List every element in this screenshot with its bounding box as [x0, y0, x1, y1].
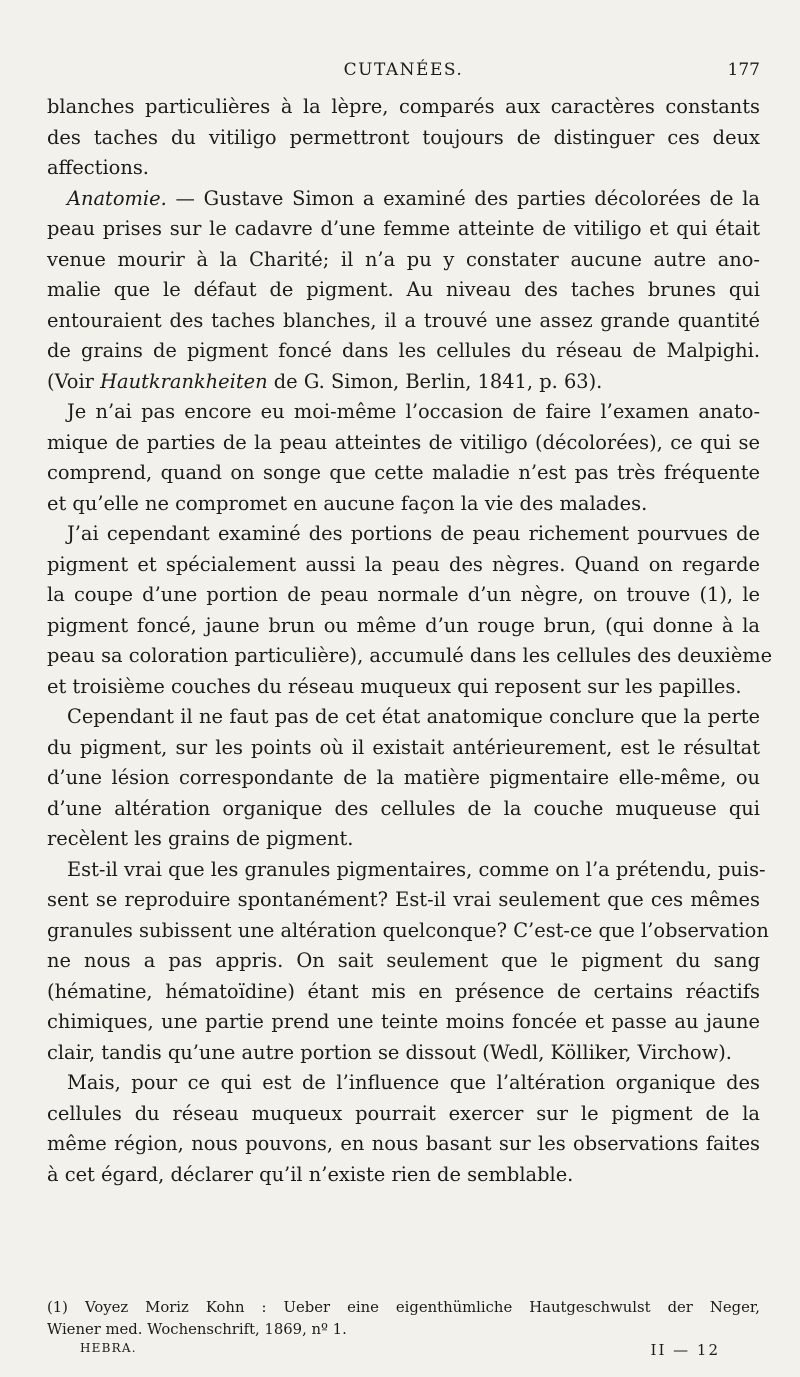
- running-title: CUTANÉES.: [343, 60, 464, 80]
- text-fragment: d’une altération organique des cellules de la couche muqueuse qui: [47, 796, 760, 820]
- text-line: [47, 580, 760, 611]
- text-fragment: des taches du vitiligo permettront toujours de distinguer ces deux: [47, 125, 760, 149]
- text-fragment: J’ai cependant examiné des portions de peau richement pourvues de: [67, 522, 760, 545]
- text-fragment: chimiques, une partie prend une teinte moins foncée et passe au jaune: [47, 1010, 760, 1033]
- body-text: [47, 92, 773, 1190]
- text-fragment: peau sa coloration particulière), accumulé dans les cellules des deuxième: [47, 644, 773, 667]
- page-number: 177: [727, 60, 760, 80]
- text-fragment: blanches particulières à la lèpre, comparés aux caractères constants: [47, 95, 760, 118]
- text-fragment: la coupe d’une portion de peau normale d’un nègre, on trouve (1), le: [47, 583, 760, 606]
- text-fragment: d’une lésion correspondante de la matière pigmentaire elle-même, ou: [47, 766, 760, 789]
- signature-mark: HEBRA.: [80, 1341, 137, 1355]
- text-fragment: pigment foncé, jaune brun ou même d’un rouge brun, (qui donne à la: [47, 613, 760, 637]
- text-line: [47, 885, 760, 916]
- page-footer: [80, 1341, 720, 1361]
- text-fragment: granules subissent une altération quelconque? C’est-ce que l’observation: [47, 918, 769, 942]
- text-fragment: affections.: [47, 156, 149, 179]
- text-fragment: Est-il vrai que les granules pigmentaires, comme on l’a prétendu, puis-: [67, 857, 766, 881]
- text-line: [47, 123, 760, 154]
- text-fragment: Mais, pour ce qui est de l’influence que l’altération organique des: [67, 1071, 760, 1094]
- text-fragment: clair, tandis qu’une autre portion se dissout (Wedl, Kölliker, Virchow).: [47, 1040, 732, 1064]
- text-fragment: venue mourir à la Charité; il n’a pu y constater aucune autre ano-: [47, 247, 760, 271]
- footnote-line: (1) Voyez Moriz Kohn : Ueber eine eigenthümliche Hautgeschwulst der Neger,: [47, 1299, 760, 1316]
- text-line: [47, 1007, 760, 1038]
- text-line: [47, 702, 760, 733]
- text-fragment: recèlent les grains de pigment.: [47, 827, 354, 850]
- text-fragment: comprend, quand on songe que cette maladie n’est pas très fréquente: [47, 461, 760, 484]
- text-fragment: — Gustave Simon a examiné des parties décolorées de la: [166, 186, 760, 210]
- text-line: [47, 214, 760, 245]
- text-line: [47, 672, 760, 703]
- text-line: [47, 794, 760, 825]
- text-line: [47, 92, 760, 123]
- running-header: [47, 60, 760, 86]
- text-line: [47, 275, 760, 306]
- text-line: [47, 1038, 760, 1069]
- text-line: [47, 855, 766, 886]
- text-line: [47, 489, 760, 520]
- text-line: [47, 367, 760, 398]
- text-fragment: de grains de pigment foncé dans les cellules du réseau de Malpighi.: [47, 339, 760, 362]
- text-fragment: Je n’ai pas encore eu moi-même l’occasion de faire l’examen anato-: [67, 400, 760, 423]
- text-fragment: (hématine, hématoïdine) étant mis en présence de certains réactifs: [47, 979, 760, 1003]
- text-fragment: ne nous a pas appris. On sait seulement que le pigment du sang: [47, 949, 760, 972]
- text-fragment: entouraient des taches blanches, il a trouvé une assez grande quantité: [47, 308, 760, 332]
- text-line: [47, 733, 760, 764]
- text-line: [47, 306, 760, 337]
- text-fragment: (Voir: [47, 369, 101, 393]
- text-line: [47, 1129, 760, 1160]
- sheet-number: II — 12: [650, 1341, 720, 1359]
- text-fragment: et troisième couches du réseau muqueux qui reposent sur les papilles.: [47, 674, 742, 698]
- text-line: [47, 550, 760, 581]
- text-line: [47, 397, 760, 428]
- text-line: [47, 763, 760, 794]
- text-fragment: à cet égard, déclarer qu’il n’existe rien de semblable.: [47, 1162, 574, 1186]
- text-line: [47, 977, 760, 1008]
- italic-term: Anatomie.: [67, 186, 167, 210]
- text-line: [47, 641, 773, 672]
- text-fragment: pigment et spécialement aussi la peau des nègres. Quand on regarde: [47, 552, 760, 576]
- text-fragment: même région, nous pouvons, en nous basant sur les observations faites: [47, 1132, 760, 1155]
- text-line: [47, 458, 760, 489]
- text-line: [47, 946, 760, 977]
- text-line: [47, 916, 769, 947]
- text-line: [47, 1068, 760, 1099]
- text-fragment: malie que le défaut de pigment. Au niveau des taches brunes qui: [47, 278, 760, 301]
- text-line: [47, 1160, 760, 1191]
- text-line: [47, 824, 760, 855]
- text-line: [47, 1099, 760, 1130]
- text-line: [47, 428, 760, 459]
- text-line: [47, 153, 760, 184]
- text-line: [47, 245, 760, 276]
- text-line: [47, 336, 760, 367]
- text-line: [47, 184, 760, 215]
- text-fragment: et qu’elle ne compromet en aucune façon la vie des malades.: [47, 491, 648, 515]
- text-fragment: cellules du réseau muqueux pourrait exercer sur le pigment de la: [47, 1101, 760, 1125]
- footnote-line: Wiener med. Wochenschrift, 1869, nº 1.: [47, 1321, 347, 1338]
- text-fragment: Cependant il ne faut pas de cet état anatomique conclure que la perte: [67, 705, 760, 728]
- text-fragment: du pigment, sur les points où il existait antérieurement, est le résultat: [47, 735, 760, 759]
- text-fragment: peau prises sur le cadavre d’une femme atteinte de vitiligo et qui était: [47, 217, 760, 240]
- footnotes: [47, 1297, 760, 1341]
- italic-term: Hautkrankheiten: [100, 369, 268, 393]
- text-line: [47, 519, 760, 550]
- text-line: [47, 611, 760, 642]
- text-fragment: de G. Simon, Berlin, 1841, p. 63).: [267, 369, 603, 393]
- text-fragment: sent se reproduire spontanément? Est-il vrai seulement que ces mêmes: [47, 888, 760, 911]
- text-fragment: mique de parties de la peau atteintes de vitiligo (décolorées), ce qui se: [47, 430, 760, 454]
